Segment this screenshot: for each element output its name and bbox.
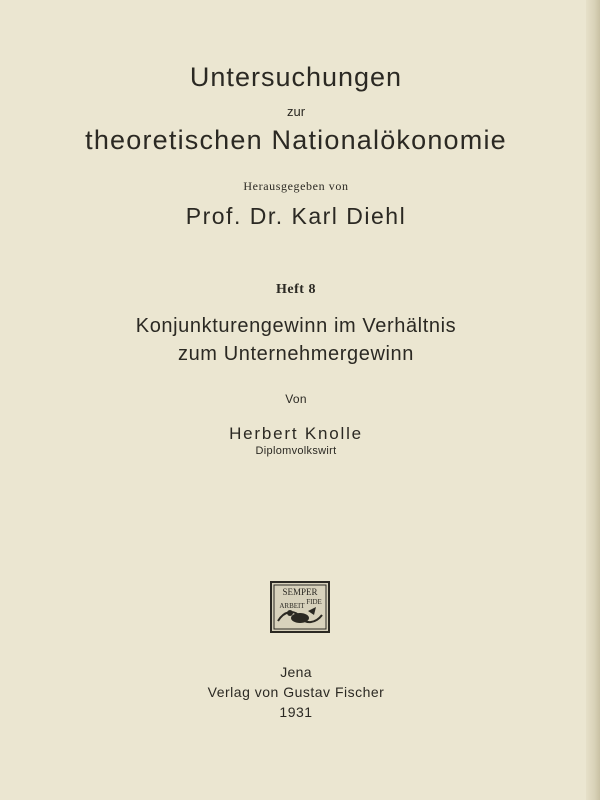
publisher-mark-line2: FIDE (306, 598, 322, 606)
work-title-line2: zum Unternehmergewinn (177, 343, 415, 365)
imprint-publisher: Verlag von Gustav Fischer (207, 684, 385, 700)
imprint-city: Jena (280, 664, 312, 680)
author-degree: Diplomvolkswirt (255, 445, 337, 457)
publisher-mark-line1: SEMPER (282, 587, 318, 597)
publisher-mark-icon (270, 581, 330, 633)
series-title-line2: theoretischen Nationalökonomie (85, 125, 507, 155)
publisher-mark-line3: ARBEIT (279, 602, 305, 610)
editor-name: Prof. Dr. Karl Diehl (185, 203, 407, 229)
issue-number: Heft 8 (276, 282, 316, 297)
imprint-year: 1931 (279, 704, 313, 720)
work-title-line1: Konjunkturengewinn im Verhältnis (135, 315, 457, 337)
editor-intro: Herausgegeben von (243, 179, 349, 193)
series-title-connector: zur (286, 104, 306, 119)
series-title-line1: Untersuchungen (189, 62, 403, 92)
author-name: Herbert Knolle (229, 424, 363, 443)
author-intro: Von (285, 392, 307, 406)
